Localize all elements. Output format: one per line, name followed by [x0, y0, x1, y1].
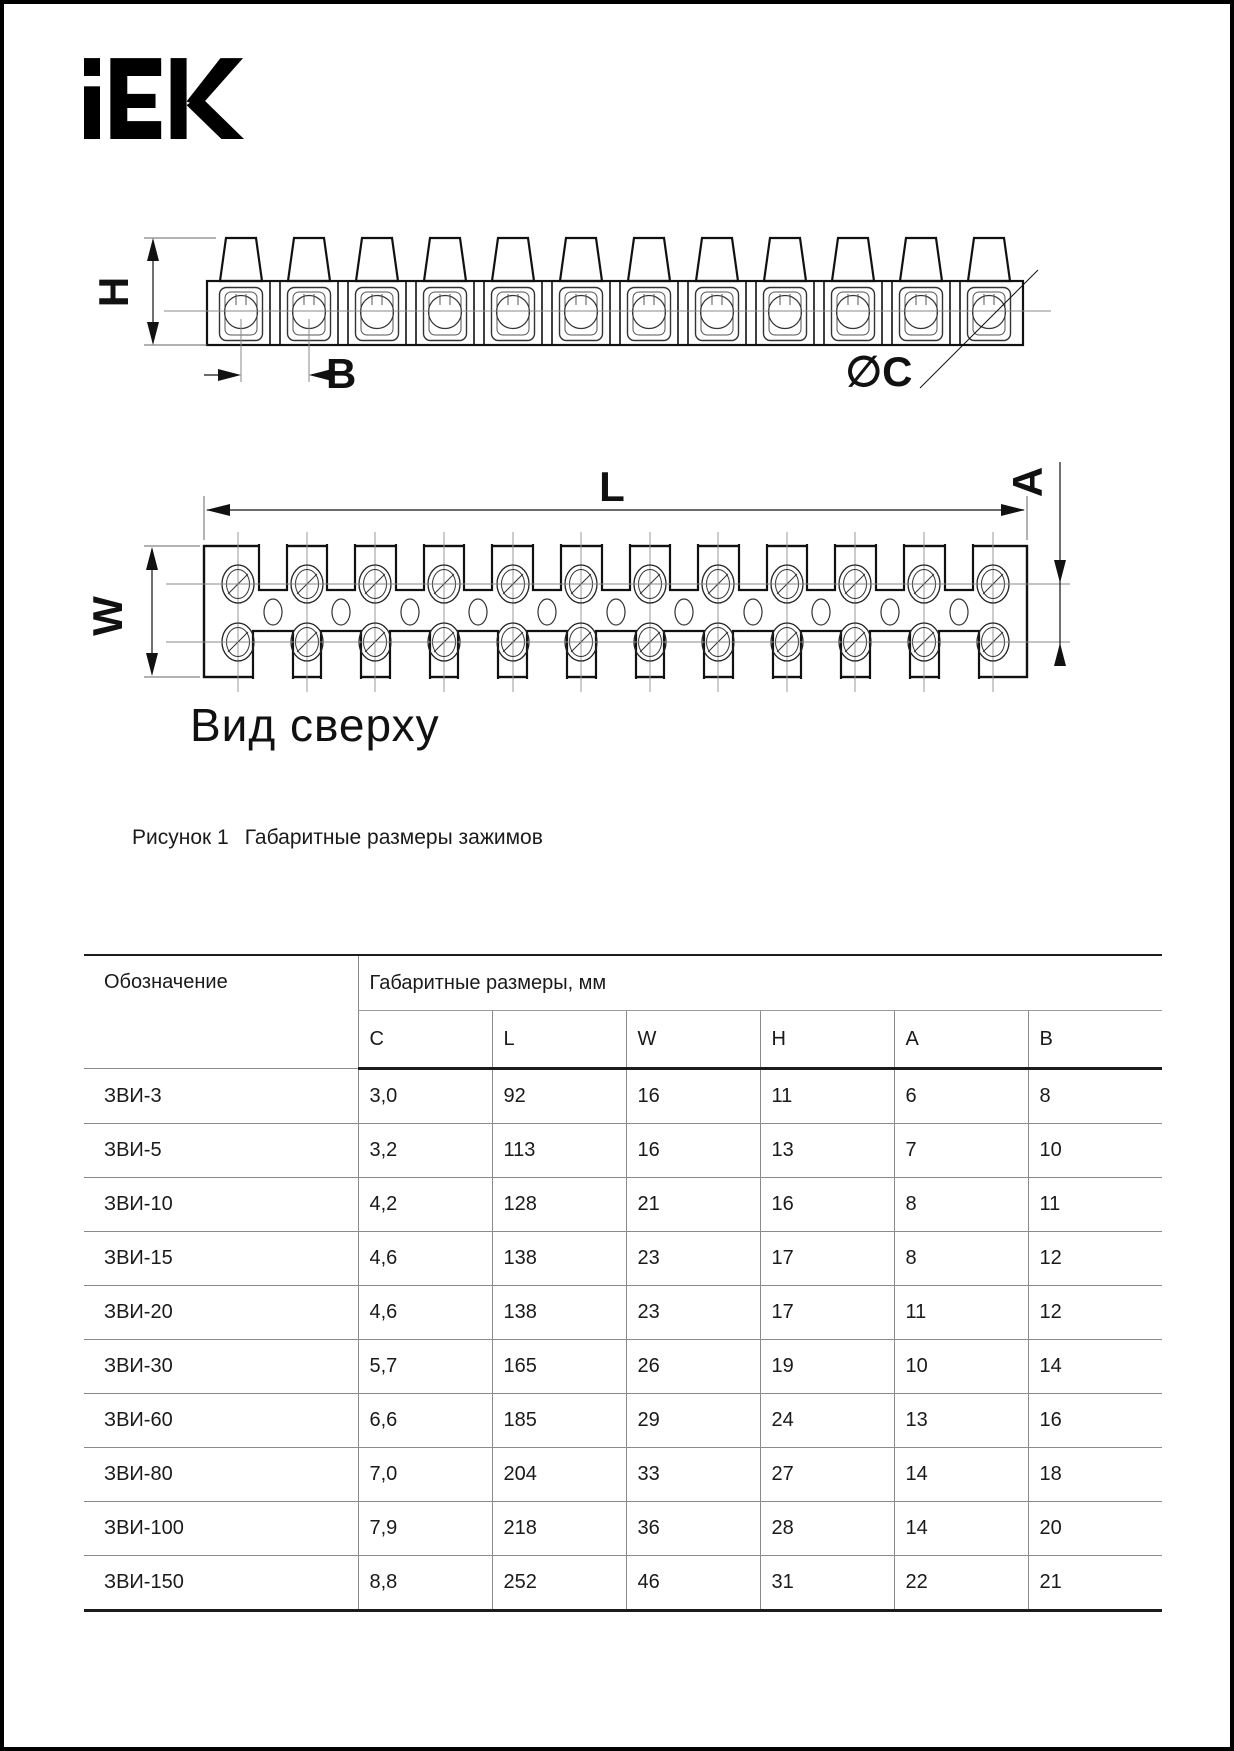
dimensions-table	[84, 954, 1162, 1612]
cell-b: 12	[1028, 1286, 1162, 1340]
cell-w: 36	[626, 1502, 760, 1556]
cell-b: 14	[1028, 1340, 1162, 1394]
cell-designation: ЗВИ-3	[84, 1069, 358, 1124]
cell-w: 46	[626, 1556, 760, 1611]
cell-c: 8,8	[358, 1556, 492, 1611]
cell-designation: ЗВИ-150	[84, 1556, 358, 1611]
table-row	[84, 1232, 1162, 1286]
cell-a: 14	[894, 1448, 1028, 1502]
cell-l: 138	[492, 1232, 626, 1286]
cell-b: 16	[1028, 1394, 1162, 1448]
cell-l: 218	[492, 1502, 626, 1556]
col-header-dimensions-group: Габаритные размеры, мм	[358, 955, 1162, 1011]
cell-a: 8	[894, 1178, 1028, 1232]
cell-designation: ЗВИ-5	[84, 1124, 358, 1178]
dimension-h	[144, 238, 216, 345]
cell-c: 4,6	[358, 1232, 492, 1286]
cell-b: 18	[1028, 1448, 1162, 1502]
cell-l: 252	[492, 1556, 626, 1611]
cell-a: 6	[894, 1069, 1028, 1124]
cell-h: 16	[760, 1178, 894, 1232]
cell-a: 13	[894, 1394, 1028, 1448]
cell-h: 31	[760, 1556, 894, 1611]
top-view-label: Вид сверху	[190, 699, 440, 751]
side-view-drawing	[90, 238, 1051, 397]
cell-b: 10	[1028, 1124, 1162, 1178]
cell-c: 3,2	[358, 1124, 492, 1178]
cell-h: 17	[760, 1232, 894, 1286]
dim-label-w: W	[84, 596, 131, 636]
cell-c: 5,7	[358, 1340, 492, 1394]
dim-label-h: H	[90, 276, 137, 308]
cell-designation: ЗВИ-15	[84, 1232, 358, 1286]
col-header-designation: Обозначение	[104, 971, 228, 993]
cell-h: 17	[760, 1286, 894, 1340]
cell-designation: ЗВИ-10	[84, 1178, 358, 1232]
cell-a: 8	[894, 1232, 1028, 1286]
cell-l: 165	[492, 1340, 626, 1394]
cell-b: 11	[1028, 1178, 1162, 1232]
col-header-a: A	[894, 1011, 1028, 1069]
cell-designation: ЗВИ-80	[84, 1448, 358, 1502]
cell-w: 26	[626, 1340, 760, 1394]
cell-l: 113	[492, 1124, 626, 1178]
cell-c: 7,0	[358, 1448, 492, 1502]
cell-b: 12	[1028, 1232, 1162, 1286]
cell-c: 4,2	[358, 1178, 492, 1232]
table-row	[84, 1502, 1162, 1556]
cell-a: 22	[894, 1556, 1028, 1611]
cell-h: 27	[760, 1448, 894, 1502]
cell-w: 23	[626, 1286, 760, 1340]
col-header-b: B	[1028, 1011, 1162, 1069]
dimension-a	[1054, 462, 1066, 666]
cell-c: 6,6	[358, 1394, 492, 1448]
cell-l: 128	[492, 1178, 626, 1232]
cell-h: 28	[760, 1502, 894, 1556]
cell-a: 7	[894, 1124, 1028, 1178]
cell-c: 3,0	[358, 1069, 492, 1124]
table-row	[84, 1556, 1162, 1611]
cell-a: 11	[894, 1286, 1028, 1340]
cell-b: 8	[1028, 1069, 1162, 1124]
cell-w: 33	[626, 1448, 760, 1502]
cell-b: 20	[1028, 1502, 1162, 1556]
dimension-w	[144, 546, 200, 677]
cell-l: 92	[492, 1069, 626, 1124]
figure-caption	[132, 826, 543, 850]
top-view-drawing	[84, 462, 1070, 692]
dim-label-a: A	[1004, 466, 1051, 498]
table-row	[84, 1069, 1162, 1124]
terminal-segments-side	[207, 238, 1023, 345]
cell-designation: ЗВИ-100	[84, 1502, 358, 1556]
cell-c: 7,9	[358, 1502, 492, 1556]
table-row	[84, 1178, 1162, 1232]
cell-h: 11	[760, 1069, 894, 1124]
col-header-w: W	[626, 1011, 760, 1069]
dim-label-l: L	[599, 463, 625, 510]
table-row	[84, 1448, 1162, 1502]
cell-w: 16	[626, 1124, 760, 1178]
figure-caption-number: Рисунок 1	[132, 826, 229, 849]
cell-designation: ЗВИ-20	[84, 1286, 358, 1340]
cell-w: 29	[626, 1394, 760, 1448]
table-row	[84, 1124, 1162, 1178]
dim-label-b: B	[326, 350, 357, 397]
dim-label-c: ∅C	[845, 348, 913, 395]
table-row	[84, 1340, 1162, 1394]
cell-designation: ЗВИ-30	[84, 1340, 358, 1394]
cell-w: 23	[626, 1232, 760, 1286]
col-header-l: L	[492, 1011, 626, 1069]
cell-w: 16	[626, 1069, 760, 1124]
cell-l: 138	[492, 1286, 626, 1340]
col-header-h: H	[760, 1011, 894, 1069]
cell-b: 21	[1028, 1556, 1162, 1611]
figure-drawings	[4, 4, 1234, 884]
cell-l: 204	[492, 1448, 626, 1502]
figure-caption-text: Габаритные размеры зажимов	[244, 826, 543, 849]
table-row	[84, 1394, 1162, 1448]
cell-a: 10	[894, 1340, 1028, 1394]
table-row	[84, 1286, 1162, 1340]
cell-designation: ЗВИ-60	[84, 1394, 358, 1448]
col-header-c: C	[358, 1011, 492, 1069]
cell-w: 21	[626, 1178, 760, 1232]
cell-h: 24	[760, 1394, 894, 1448]
cell-h: 19	[760, 1340, 894, 1394]
cell-c: 4,6	[358, 1286, 492, 1340]
cell-l: 185	[492, 1394, 626, 1448]
cell-h: 13	[760, 1124, 894, 1178]
cell-a: 14	[894, 1502, 1028, 1556]
